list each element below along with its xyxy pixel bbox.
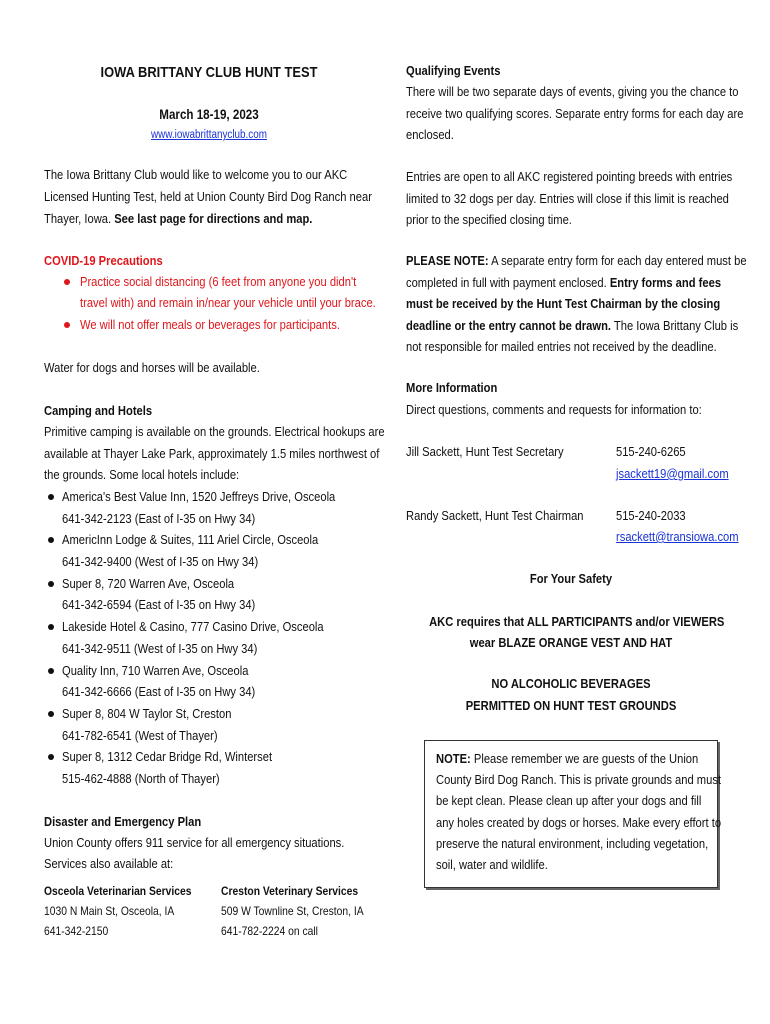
list-item: Quality Inn, 710 Warren Ave, Osceola — [62, 662, 249, 678]
safety-heading: For Your Safety — [529, 571, 613, 586]
bullet-icon — [48, 581, 54, 587]
qualifying-heading: Qualifying Events — [406, 63, 501, 78]
email-link[interactable]: rsackett@transiowa.com — [616, 529, 739, 544]
list-item: Super 8, 720 Warren Ave, Osceola — [62, 575, 235, 591]
bullet-icon — [48, 624, 54, 630]
water-note: Water for dogs and horses will be available. — [44, 360, 260, 375]
more-info-heading: More Information — [406, 380, 498, 395]
list-item: America's Best Value Inn, 1520 Jeffreys Drive, Osceola — [62, 489, 336, 504]
alcohol-notice: NO ALCOHOLIC BEVERAGES — [491, 676, 651, 691]
bullet-icon — [48, 537, 54, 543]
bullet-icon — [64, 322, 70, 328]
camping-heading: Camping and Hotels — [44, 403, 153, 418]
event-date: March 18-19, 2023 — [159, 107, 259, 122]
bullet-icon — [64, 279, 70, 285]
disaster-heading: Disaster and Emergency Plan — [44, 814, 202, 829]
bullet-icon — [48, 754, 54, 760]
covid-heading: COVID-19 Precautions — [44, 253, 163, 268]
list-item: Lakeside Hotel & Casino, 777 Casino Drive, Osceola — [62, 619, 324, 635]
email-link[interactable]: jsackett19@gmail.com — [616, 466, 729, 481]
bullet-icon — [48, 668, 54, 674]
directions-note: See last page for directions and map. — [114, 211, 313, 226]
list-item: Practice social distancing (6 feet from anyone you didn't — [80, 274, 357, 289]
list-item: We will not offer meals or beverages for participants. — [80, 317, 340, 332]
list-item: AmericInn Lodge & Suites, 111 Ariel Circle, Osceola — [62, 532, 319, 548]
page-title: IOWA BRITTANY CLUB HUNT TEST — [100, 64, 318, 81]
bullet-icon — [48, 711, 54, 717]
list-item: Super 8, 1312 Cedar Bridge Rd, Winterset — [62, 749, 273, 765]
akc-requirement: AKC requires that ALL PARTICIPANTS and/or VIEWERS — [429, 614, 725, 629]
bullet-icon — [48, 494, 54, 500]
list-item: Super 8, 804 W Taylor St, Creston — [62, 706, 232, 721]
website-link[interactable]: www.iowabrittanyclub.com — [151, 129, 267, 141]
